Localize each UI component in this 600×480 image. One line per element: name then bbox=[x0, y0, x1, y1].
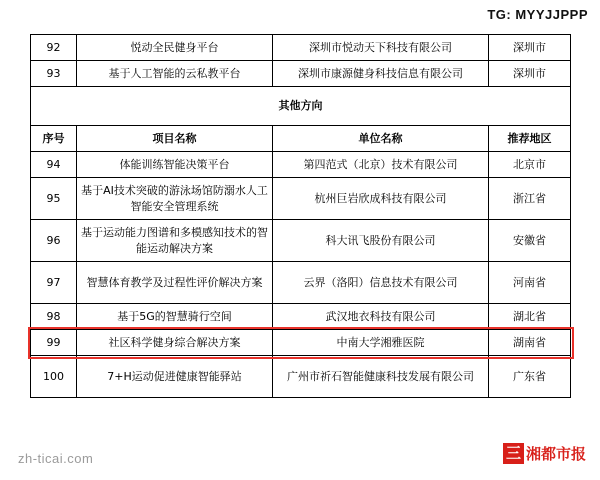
cell-name: 悦动全民健身平台 bbox=[77, 35, 273, 61]
table-row bbox=[31, 178, 571, 220]
cell-no: 96 bbox=[31, 220, 77, 262]
section-title: 其他方向 bbox=[31, 87, 571, 126]
table-row bbox=[31, 61, 571, 87]
cell-area: 湖南省 bbox=[489, 330, 571, 356]
cell-no: 100 bbox=[31, 356, 77, 398]
site-watermark: zh-ticai.com bbox=[18, 451, 94, 466]
table-row bbox=[31, 220, 571, 262]
table-row bbox=[31, 304, 571, 330]
column-header-no: 序号 bbox=[31, 126, 77, 152]
cell-area: 浙江省 bbox=[489, 178, 571, 220]
table-body bbox=[31, 35, 571, 398]
cell-area: 北京市 bbox=[489, 152, 571, 178]
project-table bbox=[30, 34, 571, 398]
table-header-row bbox=[31, 126, 571, 152]
cell-org: 中南大学湘雅医院 bbox=[273, 330, 489, 356]
section-header-row bbox=[31, 87, 571, 126]
cell-no: 93 bbox=[31, 61, 77, 87]
column-header-area: 推荐地区 bbox=[489, 126, 571, 152]
cell-no: 94 bbox=[31, 152, 77, 178]
cell-area: 湖北省 bbox=[489, 304, 571, 330]
cell-name: 基于运动能力图谱和多模感知技术的智能运动解决方案 bbox=[77, 220, 273, 262]
logo-text: 湘都市报 bbox=[525, 445, 586, 463]
cell-org: 武汉地衣科技有限公司 bbox=[273, 304, 489, 330]
cell-no: 99 bbox=[31, 330, 77, 356]
newspaper-logo bbox=[503, 443, 586, 464]
column-header-name: 项目名称 bbox=[77, 126, 273, 152]
cell-name: 7+H运动促进健康智能驿站 bbox=[77, 356, 273, 398]
cell-no: 95 bbox=[31, 178, 77, 220]
cell-org: 深圳市悦动天下科技有限公司 bbox=[273, 35, 489, 61]
cell-name: 基于AI技术突破的游泳场馆防溺水人工智能安全管理系统 bbox=[77, 178, 273, 220]
table-row bbox=[31, 262, 571, 304]
cell-no: 98 bbox=[31, 304, 77, 330]
tg-watermark-badge: TG: MYYJJPPP bbox=[475, 0, 600, 30]
cell-name: 智慧体育教学及过程性评价解决方案 bbox=[77, 262, 273, 304]
cell-org: 深圳市康源健身科技信息有限公司 bbox=[273, 61, 489, 87]
logo-badge: 三 bbox=[503, 443, 524, 464]
cell-no: 92 bbox=[31, 35, 77, 61]
table-row-highlighted bbox=[31, 330, 571, 356]
cell-org: 科大讯飞股份有限公司 bbox=[273, 220, 489, 262]
table-row bbox=[31, 152, 571, 178]
cell-name: 基于5G的智慧骑行空间 bbox=[77, 304, 273, 330]
cell-name: 基于人工智能的云私教平台 bbox=[77, 61, 273, 87]
cell-area: 深圳市 bbox=[489, 35, 571, 61]
cell-org: 杭州巨岩欣成科技有限公司 bbox=[273, 178, 489, 220]
table-row bbox=[31, 35, 571, 61]
cell-no: 97 bbox=[31, 262, 77, 304]
project-table-container bbox=[30, 34, 570, 398]
cell-org: 广州市祈石智能健康科技发展有限公司 bbox=[273, 356, 489, 398]
cell-org: 第四范式（北京）技术有限公司 bbox=[273, 152, 489, 178]
cell-area: 广东省 bbox=[489, 356, 571, 398]
cell-name: 社区科学健身综合解决方案 bbox=[77, 330, 273, 356]
table-row bbox=[31, 356, 571, 398]
column-header-org: 单位名称 bbox=[273, 126, 489, 152]
cell-area: 安徽省 bbox=[489, 220, 571, 262]
cell-area: 河南省 bbox=[489, 262, 571, 304]
cell-name: 体能训练智能决策平台 bbox=[77, 152, 273, 178]
cell-org: 云界（洛阳）信息技术有限公司 bbox=[273, 262, 489, 304]
cell-area: 深圳市 bbox=[489, 61, 571, 87]
